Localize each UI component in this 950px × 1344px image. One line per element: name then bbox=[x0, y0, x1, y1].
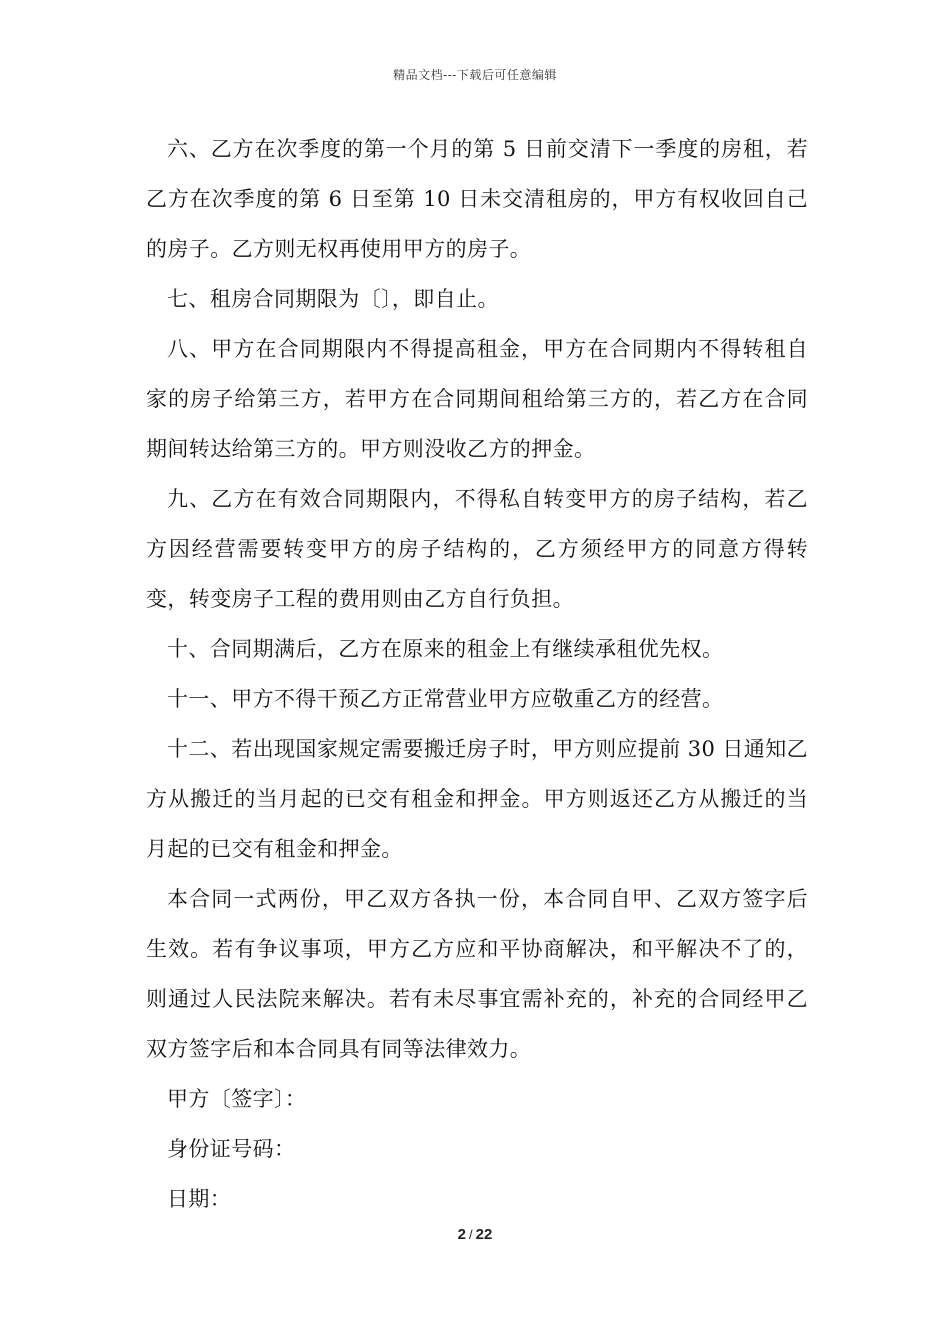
document-body bbox=[146, 124, 808, 1224]
page-header: 精品文档---下载后可任意编辑 bbox=[393, 68, 557, 82]
clause-nine: 九、乙方在有效合同期限内，不得私自转变甲方的房子结构，若乙方因经营需要转变甲方的房子结构的，乙方须经甲方的同意方得转变，转变房子工程的费用则由乙方自行负担。 bbox=[146, 487, 808, 611]
clause-twelve: 十二、若出现国家规定需要搬迁房子时，甲方则应提前 30 日通知乙方从搬迁的当月起的已交有租金和押金。甲方则返还乙方从搬迁的当月起的已交有租金和押金。 bbox=[146, 737, 808, 861]
date-line: 日期： bbox=[167, 1187, 232, 1211]
clause-eleven: 十一、甲方不得干预乙方正常营业甲方应敬重乙方的经营。 bbox=[167, 687, 724, 711]
closing-clause: 本合同一式两份，甲乙双方各执一份，本合同自甲、乙双方签字后生效。若有争议事项，甲方乙方应和平协商解决，和平解决不了的，则通过人民法院来解决。若有未尽事宜需补充的，补充的合同经甲乙双方签字后和本合同具有同等法律效力。 bbox=[146, 887, 808, 1061]
clause-ten: 十、合同期满后，乙方在原来的租金上有继续承租优先权。 bbox=[167, 637, 724, 661]
total-pages-number: 22 bbox=[475, 1226, 493, 1243]
id-number-line: 身份证号码： bbox=[167, 1137, 296, 1161]
page-number bbox=[0, 1226, 950, 1243]
page-separator: / bbox=[469, 1227, 473, 1242]
current-page-number: 2 bbox=[457, 1226, 467, 1243]
clause-seven: 七、租房合同期限为〔〕，即自止。 bbox=[167, 287, 499, 311]
clause-six: 六、乙方在次季度的第一个月的第 5 日前交清下一季度的房租，若乙方在次季度的第 6 日至第 10 日未交清租房的，甲方有权收回自己的房子。乙方则无权再使用甲方的房子。 bbox=[146, 137, 808, 261]
party-a-signature-line: 甲方〔签字〕： bbox=[167, 1087, 307, 1111]
clause-eight: 八、甲方在合同期限内不得提高租金，甲方在合同期内不得转租自家的房子给第三方，若甲方在合同期间租给第三方的，若乙方在合同期间转达给第三方的。甲方则没收乙方的押金。 bbox=[146, 337, 808, 461]
